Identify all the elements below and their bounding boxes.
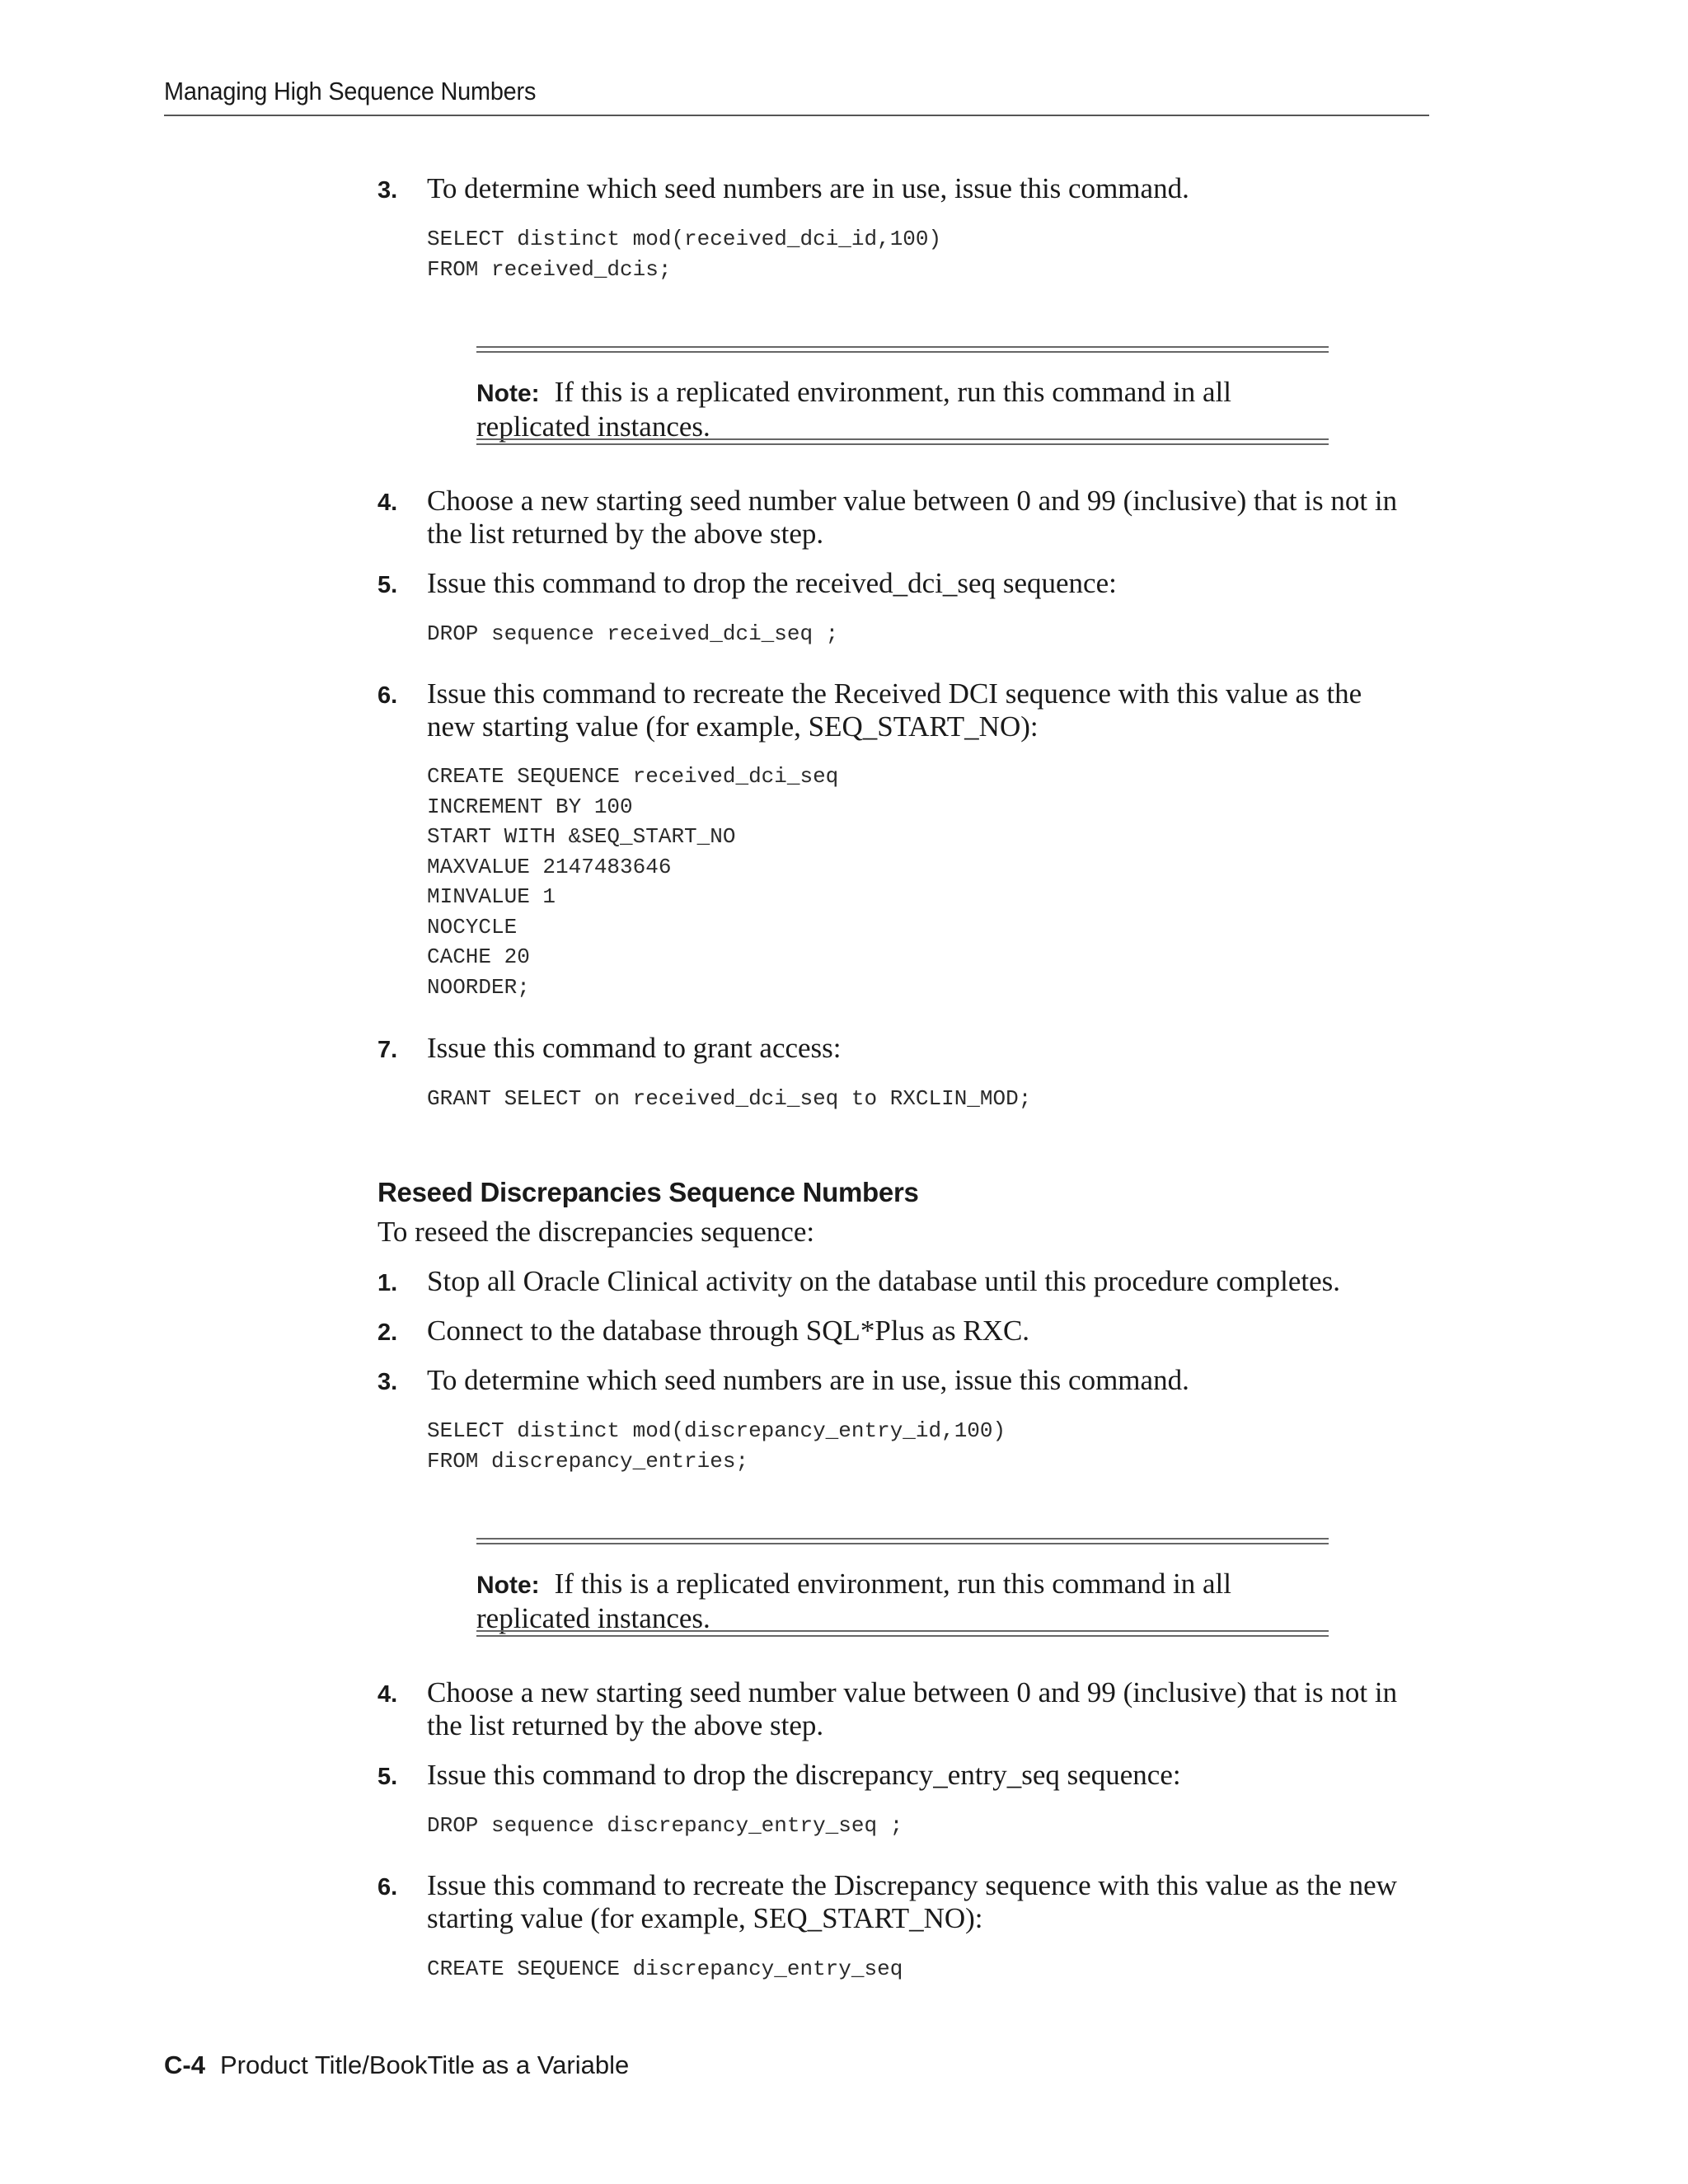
code-block: CREATE SEQUENCE discrepancy_entry_seq xyxy=(427,1957,903,1981)
step-number: 2. xyxy=(377,1319,398,1346)
step-number: 3. xyxy=(377,177,398,204)
step-text: Issue this command to drop the discrepancy_entry_seq sequence: xyxy=(427,1759,1181,1791)
step-number: 4. xyxy=(377,1681,398,1708)
step-text: Issue this command to recreate the Discrepancy sequence with this value as the new starting value (for example, SEQ_START_NO): xyxy=(427,1869,1397,1934)
step-text: Issue this command to recreate the Received DCI sequence with this value as the new starting value (for example, SEQ_START_NO): xyxy=(427,677,1362,743)
page-footer xyxy=(164,2050,629,2080)
step-text: Issue this command to drop the received_dci_seq sequence: xyxy=(427,567,1117,599)
step-number: 5. xyxy=(377,572,398,598)
code-block: GRANT SELECT on received_dci_seq to RXCLIN_MOD; xyxy=(427,1086,1032,1111)
code-block: DROP sequence received_dci_seq ; xyxy=(427,621,839,646)
note-bottom-rule xyxy=(476,438,1329,445)
step-text: Stop all Oracle Clinical activity on the database until this procedure completes. xyxy=(427,1265,1341,1297)
step-number: 7. xyxy=(377,1037,398,1063)
code-block: CREATE SEQUENCE received_dci_seq INCREMENT BY 100 START WITH &SEQ_START_NO MAXVALUE 2147483646 MINVALUE 1 NOCYCLE CACHE 20 NOORDER; xyxy=(427,764,839,1000)
page-number: C-4 xyxy=(164,2050,205,2079)
book-title: Product Title/BookTitle as a Variable xyxy=(219,2050,630,2079)
note-label: Note: xyxy=(476,1572,540,1599)
step-number: 1. xyxy=(377,1270,398,1296)
step-text: Choose a new starting seed number value between 0 and 99 (inclusive) that is not in the list returned by the above step. xyxy=(427,485,1398,550)
step-number: 5. xyxy=(377,1764,398,1790)
code-block: SELECT distinct mod(received_dci_id,100) FROM received_dcis; xyxy=(427,227,942,282)
step-number: 6. xyxy=(377,1874,398,1900)
step-text: Connect to the database through SQL*Plus as RXC. xyxy=(427,1315,1030,1347)
section-intro: To reseed the discrepancies sequence: xyxy=(377,1216,815,1248)
step-text: To determine which seed numbers are in use, issue this command. xyxy=(427,172,1189,204)
note-top-rule xyxy=(476,1538,1329,1544)
note-top-rule xyxy=(476,346,1329,353)
step-number: 6. xyxy=(377,682,398,709)
note-text xyxy=(476,1568,1329,1635)
code-block: SELECT distinct mod(discrepancy_entry_id,100) FROM discrepancy_entries; xyxy=(427,1418,1006,1474)
running-header: Managing High Sequence Numbers xyxy=(164,77,537,105)
note-text xyxy=(476,376,1329,443)
note-bottom-rule xyxy=(476,1630,1329,1637)
step-number: 3. xyxy=(377,1369,398,1395)
note-label: Note: xyxy=(476,380,540,407)
step-text: Choose a new starting seed number value between 0 and 99 (inclusive) that is not in the list returned by the above step. xyxy=(427,1676,1398,1741)
header-rule xyxy=(164,115,1429,116)
note-body: If this is a replicated environment, run this command in all replicated instances. xyxy=(476,376,1231,443)
code-block: DROP sequence discrepancy_entry_seq ; xyxy=(427,1813,903,1838)
step-number: 4. xyxy=(377,490,398,516)
step-text: To determine which seed numbers are in use, issue this command. xyxy=(427,1364,1189,1396)
section-heading: Reseed Discrepancies Sequence Numbers xyxy=(377,1177,919,1207)
note-body: If this is a replicated environment, run this command in all replicated instances. xyxy=(476,1568,1231,1634)
step-text: Issue this command to grant access: xyxy=(427,1032,842,1064)
